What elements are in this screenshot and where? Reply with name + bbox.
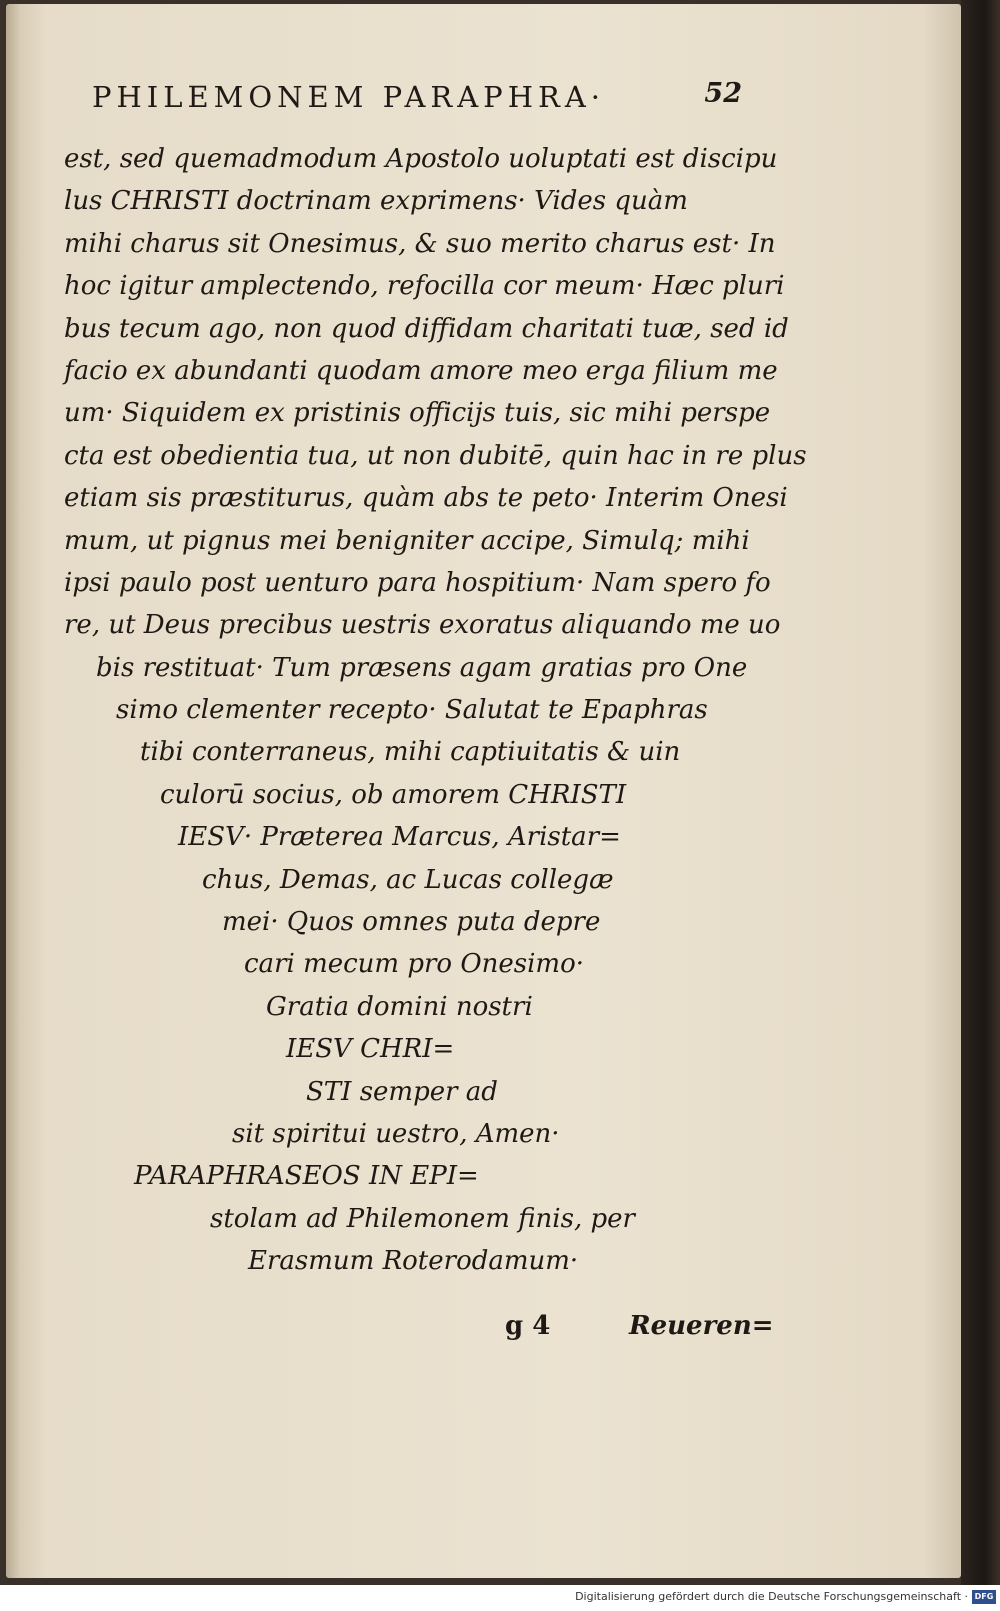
text-line: um· Siquidem ex pristinis officijs tuis, sic mihi perspe bbox=[64, 398, 771, 429]
body-text bbox=[64, 138, 807, 1341]
text-line: culorū socius, ob amorem CHRISTI bbox=[160, 779, 627, 810]
text-line: simo clementer recepto· Salutat te Epaphras bbox=[116, 695, 708, 726]
text-line: Erasmum Roterodamum· bbox=[248, 1246, 579, 1277]
text-line: mihi charus sit Onesimus, & suo merito charus est· In bbox=[64, 228, 776, 259]
catchword: Reueren= bbox=[629, 1311, 774, 1341]
text-line: stolam ad Philemonem finis, per bbox=[210, 1203, 635, 1234]
text-line: bus tecum ago, non quod diffidam charitati tuæ, sed id bbox=[64, 313, 789, 344]
text-line: mei· Quos omnes puta depre bbox=[222, 907, 601, 938]
text-line: est, sed quemadmodum Apostolo uoluptati est discipu bbox=[64, 144, 778, 174]
text-line: chus, Demas, ac Lucas collegæ bbox=[202, 864, 614, 895]
footer-bar bbox=[0, 1585, 1000, 1611]
text-line: cta est obedientia tua, ut non dubitē, quin hac in re plus bbox=[64, 440, 807, 471]
text-line: facio ex abundanti quodam amore meo erga filium me bbox=[64, 355, 778, 386]
text-line: re, ut Deus precibus uestris exoratus aliquando me uo bbox=[64, 610, 781, 641]
book-page bbox=[6, 4, 961, 1578]
text-line: IESV· Præterea Marcus, Aristar= bbox=[178, 822, 621, 853]
signature-line bbox=[64, 1311, 774, 1355]
page-edge bbox=[961, 0, 1000, 1585]
text-line: Gratia domini nostri bbox=[266, 991, 533, 1022]
dfg-logo-icon: DFG bbox=[972, 1590, 996, 1604]
page-number: 52 bbox=[704, 78, 742, 109]
text-line: STI semper ad bbox=[306, 1076, 498, 1107]
text-line: IESV CHRI= bbox=[286, 1034, 455, 1065]
text-line: hoc igitur amplectendo, refocilla cor meum· Hæc pluri bbox=[64, 271, 785, 302]
text-line: bis restituat· Tum præsens agam gratias pro One bbox=[96, 652, 748, 683]
text-line: etiam sis præstiturus, quàm abs te peto· Interim Onesi bbox=[64, 483, 788, 514]
text-line: PARAPHRASEOS IN EPI= bbox=[134, 1161, 479, 1192]
text-line: tibi conterraneus, mihi captiuitatis & uin bbox=[140, 737, 681, 768]
running-title: PHILEMONEM PARAPHRA· bbox=[92, 80, 605, 114]
footer-credit: Digitalisierung gefördert durch die Deutsche Forschungsgemeinschaft · bbox=[575, 1590, 968, 1603]
page-header bbox=[92, 74, 742, 124]
text-line: sit spiritui uestro, Amen· bbox=[232, 1118, 560, 1149]
text-line: cari mecum pro Onesimo· bbox=[244, 949, 585, 980]
text-line: lus CHRISTI doctrinam exprimens· Vides quàm bbox=[64, 186, 688, 217]
text-line: ipsi paulo post uenturo para hospitium· Nam spero fo bbox=[64, 567, 771, 598]
text-line: mum, ut pignus mei benigniter accipe, Simulq; mihi bbox=[64, 525, 750, 556]
signature-mark: g 4 bbox=[505, 1311, 551, 1341]
